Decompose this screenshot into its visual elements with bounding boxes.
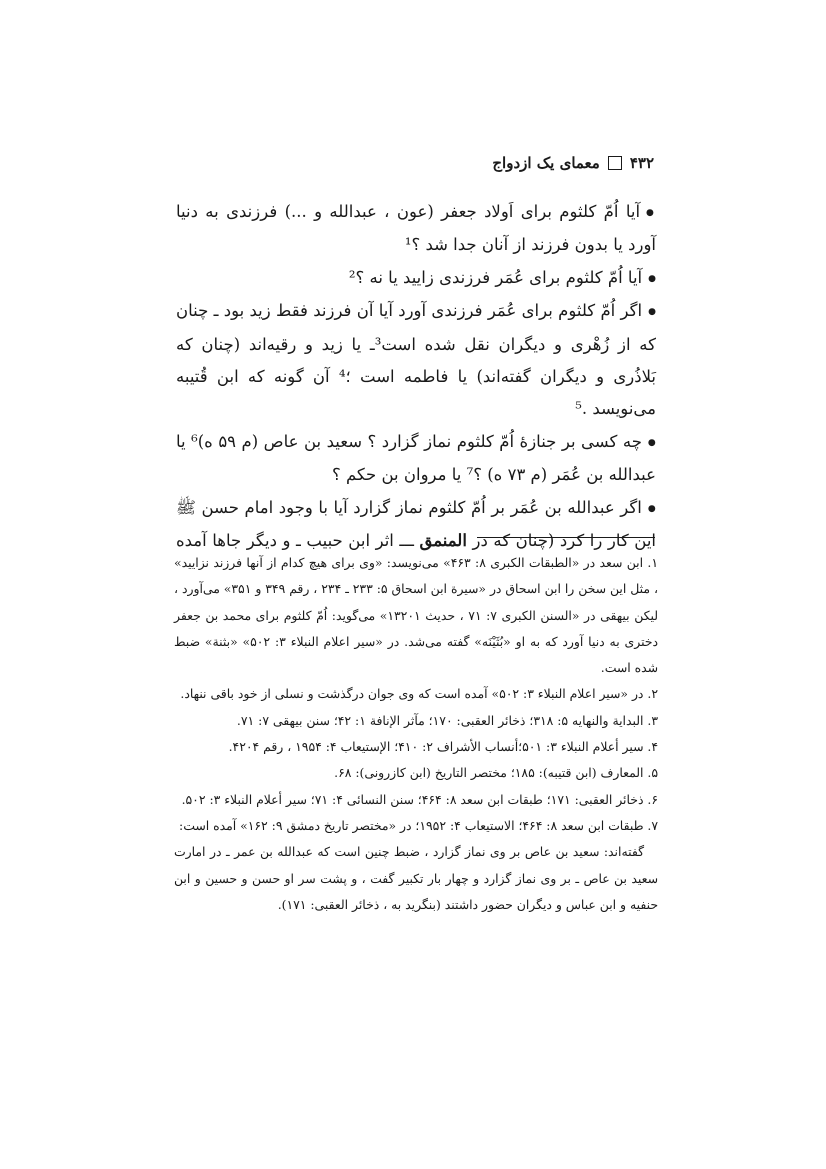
page-number: ۴۳۲	[629, 154, 654, 172]
question-paragraph: ● آیا اُمّ کلثوم برای عُمَر فرزندی زایید یا نه ؟²	[176, 262, 656, 295]
question-paragraph: ● اگر اُمّ کلثوم برای عُمَر فرزندی آورد آیا آن فرزند فقط زید بود ـ چنان که از زُهْری و دیگران نقل شده است³ـ یا زید و رقیه‌اند (چنان که بَلاذُری و دیگران گفته‌اند) یا فاطمه است ؛⁴ آن گونه که ابن قُتیبه می‌نویسد .⁵	[176, 295, 656, 426]
paragraph-text: اگر عبدالله بن عُمَر بر اُمّ کلثوم نماز گزارد آیا با وجود امام حسن	[201, 497, 642, 517]
footnote: ۲. در «سیر اعلام النبلاء ۳: ۵۰۲» آمده است که وی جوان درگذشت و نسلی از خود باقی ننهاد.	[180, 686, 658, 702]
running-title: معمای یک ازدواج	[492, 154, 600, 172]
footnotes	[174, 550, 658, 918]
main-text	[176, 196, 656, 557]
footnote: ۴. سیر أعلام النبلاء ۳: ۵۰۱؛أنساب الأشراف ۲: ۴۱۰؛ الإستیعاب ۴: ۱۹۵۴ ، رقم ۴۲۰۴.	[228, 739, 658, 755]
footnote-separator	[477, 537, 655, 538]
paragraph-text: ـــ اثر ابن حبیب ـ و دیگر جاها آمده	[176, 531, 414, 551]
footnote: ۳. البدایة والنهایه ۵: ۳۱۸؛ ذخائر العقبی: ۱۷۰؛ مآثر الإنافة ۱: ۴۲؛ سنن بیهقی ۷: ۷۱.	[236, 712, 658, 728]
question-paragraph: ● آیا اُمّ کلثوم برای اَولاد جعفر (عون ، عبدالله و ...) فرزندی به دنیا آورد یا بدون فرزند از آنان جدا شد ؟¹	[176, 196, 656, 262]
paragraph-text: این کار را کرد (چنان که در	[472, 531, 657, 551]
question-paragraph	[176, 492, 656, 558]
running-header	[492, 152, 654, 174]
footnote-text: گفته‌اند: سعید بن عاص بر وی نماز گزارد ، ضبط چنین است که عبدالله بن عمر ـ در امارت سعید بن عاص ـ بر وی نماز گزارد و چهار بار تکبیر گفت ، و پشت سر او حسن و حسین و ابن حنفیه و ابن عباس و دیگران حضور داشتند (بنگرید به ، ذخائر العقبی: ۱۷۱).	[174, 844, 658, 912]
footnote: ۶. ذخائر العقبی: ۱۷۱؛ طبقات ابن سعد ۸: ۴۶۴؛ سنن النسائی ۴: ۷۱؛ سیر أعلام النبلاء ۳: ۵۰۲.	[181, 791, 658, 807]
footnote: ۵. المعارف (ابن قتیبه): ۱۸۵؛ مختصر التاریخ (ابن کازرونی): ۶۸.	[334, 765, 658, 781]
book-title: المنمق	[419, 531, 467, 551]
footnote-continuation	[174, 839, 658, 918]
honorific-symbol: ﷺ	[176, 497, 196, 517]
question-paragraph: ● چه کسی بر جنازهٔ اُمّ کلثوم نماز گزارد ؟ سعید بن عاص (م ۵۹ ه)⁶ یا عبدالله بن عُمَر (م ۷۳ ه) ؟⁷ یا مروان بن حکم ؟	[176, 426, 656, 492]
footnote: ۱. ابن سعد در «الطبقات الکبری ۸: ۴۶۳» می‌نویسد: «وی برای هیچ کدام از آنها فرزند نزایید» ، مثل این سخن را ابن اسحاق در «سیرة ابن اسحاق ۵: ۲۳۳ ـ ۲۳۴ ، رقم ۳۴۹ و ۳۵۱» می‌آورد ، لیکن بیهقی در «السنن الکبری ۷: ۷۱ ، حدیث ۱۳۲۰۱» می‌گوید: اُمّ کلثوم برای محمد بن جعفر دختری به دنیا آورد که به او «بُثَیْنَه» گفته می‌شد. در «سیر اعلام النبلاء ۳: ۵۰۲» «بثنة» ضبط شده است.	[174, 555, 658, 676]
header-square-icon	[608, 156, 622, 170]
footnote: ۷. طبقات ابن سعد ۸: ۴۶۴؛ الاستیعاب ۴: ۱۹۵۲؛ در «مختصر تاریخ دمشق ۹: ۱۶۲» آمده است:	[179, 817, 658, 833]
